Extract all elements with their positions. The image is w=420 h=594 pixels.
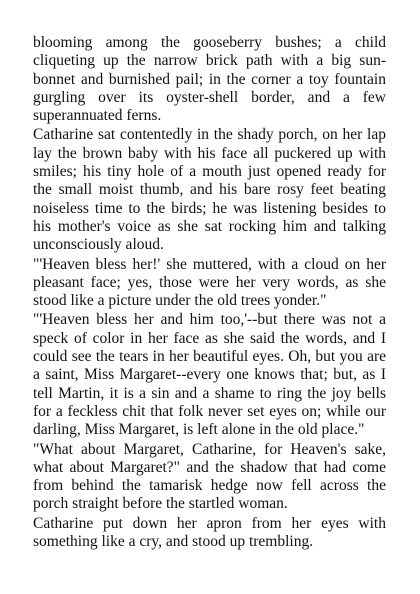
paragraph-6: Catharine put down her apron from her eyes with something like a cry, and stood up trembling. — [33, 514, 386, 551]
paragraph-5: "What about Margaret, Catharine, for Heaven's sake, what about Margaret?" and the shadow that had come from behind the tamarisk hedge now fell across the porch straight before the startled woman. — [33, 440, 386, 513]
paragraph-2: Catharine sat contentedly in the shady porch, on her lap lay the brown baby with his face all puckered up with smiles; his tiny hole of a mouth just opened ready for the small moist thumb, and his bare rosy feet beating noiseless time to the birds; he was listening besides to his mother's voice as she sat rocking him and talking unconsciously aloud. — [33, 126, 386, 254]
paragraph-4: "'Heaven bless her and him too,'--but there was not a speck of color in her face as she said the words, and I could see the tears in her beautiful eyes. Oh, but you are a saint, Miss Margaret--every one knows that; but, as I tell Martin, it is a sin and a shame to ring the joy bells for a feckless chit that folk never set eyes on; while our darling, Miss Margaret, is left alone in the old place." — [33, 311, 386, 439]
paragraph-1: blooming among the gooseberry bushes; a child cliqueting up the narrow brick path with a big sun-bonnet and burnished pail; in the corner a toy fountain gurgling over its oyster-shell border, and a few superannuated ferns. — [33, 34, 386, 125]
paragraph-3: "'Heaven bless her!' she muttered, with a cloud on her pleasant face; yes, those were her very words, as she stood like a picture under the old trees yonder." — [33, 255, 386, 310]
document-page — [33, 34, 386, 552]
